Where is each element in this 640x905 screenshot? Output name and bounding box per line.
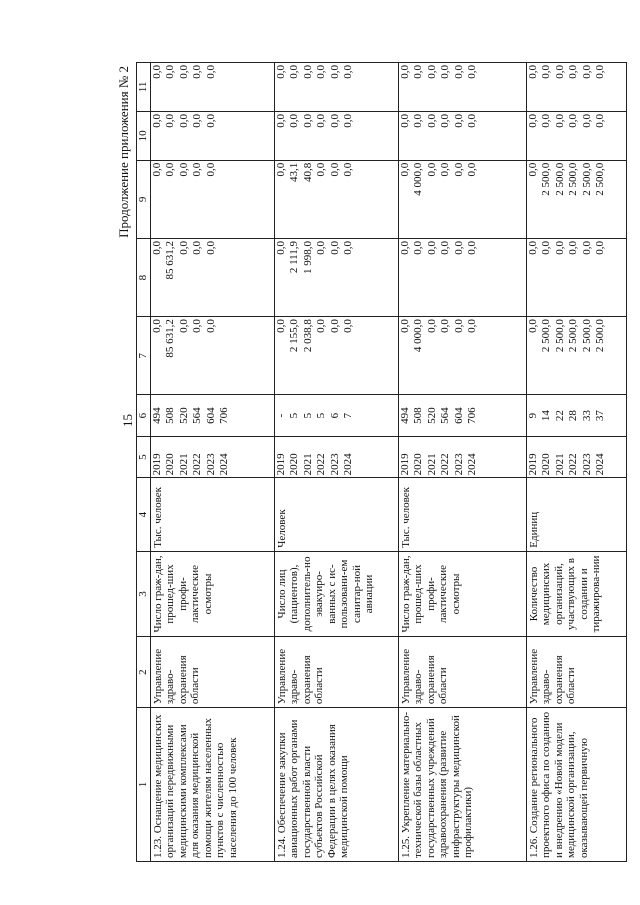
value-line: 0,0 bbox=[412, 113, 424, 128]
value-line: 2 500,0 bbox=[567, 319, 579, 353]
extrabudget-values-cell bbox=[526, 63, 626, 112]
value-line: 0,0 bbox=[580, 240, 593, 255]
value-line: 2 500,0 bbox=[567, 162, 579, 196]
value-line: 0,0 bbox=[328, 65, 341, 79]
value-line: 5 bbox=[301, 412, 314, 419]
value-line: 0,0 bbox=[328, 319, 341, 333]
year-values-cell bbox=[398, 436, 526, 478]
value-line: 33 bbox=[580, 410, 593, 422]
value-line: 2019 bbox=[150, 453, 163, 476]
value-line: 9 bbox=[526, 412, 539, 419]
value-line: 0,0 bbox=[452, 113, 465, 128]
value-line: 0,0 bbox=[191, 65, 203, 79]
federal-values-cell bbox=[274, 238, 398, 316]
value-line: 2024 bbox=[594, 453, 606, 476]
value-line: 0,0 bbox=[301, 65, 314, 79]
col-header-2: 2 bbox=[137, 637, 151, 708]
value-line: 0,0 bbox=[342, 113, 354, 128]
value-line: 6 bbox=[328, 412, 341, 419]
unit-cell: Тыс. человек bbox=[150, 478, 274, 551]
value-line: 0,0 bbox=[177, 65, 190, 79]
value-line: 85 631,2 bbox=[164, 240, 176, 280]
value-line: 2020 bbox=[288, 453, 300, 476]
value-line: 0,0 bbox=[526, 319, 539, 333]
value-line: 0,0 bbox=[164, 162, 176, 177]
value-line: 2023 bbox=[328, 453, 341, 476]
value-line: 0,0 bbox=[328, 162, 341, 177]
municipal-values-cell bbox=[398, 111, 526, 160]
value-line bbox=[218, 114, 232, 158]
value-line: 0,0 bbox=[315, 162, 327, 177]
value-line: 0,0 bbox=[177, 113, 190, 128]
value-line: 0,0 bbox=[439, 240, 451, 255]
value-line: 0,0 bbox=[439, 319, 451, 333]
value-line: 0,0 bbox=[452, 240, 465, 255]
col-header-10: 10 bbox=[137, 111, 151, 160]
value-line: 22 bbox=[553, 410, 566, 422]
value-line: 2023 bbox=[580, 453, 593, 476]
value-line: 0,0 bbox=[328, 240, 341, 255]
indicator-cell: Количество медицинских организаций, участвующих в создании и тиражирова-нии bbox=[526, 551, 626, 637]
year-values-cell bbox=[274, 436, 398, 478]
value-line: 0,0 bbox=[150, 65, 163, 79]
total-values-cell bbox=[274, 317, 398, 395]
value-line: 0,0 bbox=[398, 319, 411, 333]
value-line: 0,0 bbox=[315, 65, 327, 79]
value-line: 508 bbox=[412, 407, 424, 424]
value-line: 2021 bbox=[553, 453, 566, 476]
extrabudget-values-cell bbox=[150, 63, 274, 112]
value-line: 0,0 bbox=[315, 240, 327, 255]
value-line: 0,0 bbox=[398, 162, 411, 177]
value-line: 0,0 bbox=[439, 162, 451, 177]
value-line: 0,0 bbox=[466, 319, 478, 333]
value-line: 0,0 bbox=[315, 319, 327, 333]
value-line: 0,0 bbox=[466, 240, 478, 255]
value-line: 2020 bbox=[540, 453, 552, 476]
value-line: 0,0 bbox=[342, 65, 354, 79]
value-line: 0,0 bbox=[342, 162, 354, 177]
value-line: 0,0 bbox=[204, 319, 217, 333]
value-line: 5 bbox=[288, 412, 300, 419]
value-line: 0,0 bbox=[274, 319, 287, 333]
value-line: 2021 bbox=[425, 453, 438, 476]
value-line: 2 155,0 bbox=[288, 319, 300, 353]
value-line: 0,0 bbox=[594, 113, 606, 128]
value-line: 0,0 bbox=[553, 240, 566, 255]
value-line: 0,0 bbox=[288, 113, 300, 128]
value-line: - bbox=[274, 413, 287, 418]
value-line: 604 bbox=[204, 407, 217, 424]
value-line: 40,8 bbox=[301, 162, 314, 183]
regional-values-cell bbox=[526, 160, 626, 238]
value-line: 2023 bbox=[452, 453, 465, 476]
value-line: 0,0 bbox=[177, 240, 190, 255]
indicator-values-cell bbox=[150, 395, 274, 437]
value-line bbox=[218, 319, 232, 392]
indicator-values-cell bbox=[274, 395, 398, 437]
indicator-cell: Число граж-дан, прошед-ших профи-лактические осмотры bbox=[398, 551, 526, 637]
value-line: 0,0 bbox=[274, 113, 287, 128]
value-line: 0,0 bbox=[425, 162, 438, 177]
continuation-caption: Продолжение приложения № 2 bbox=[116, 66, 131, 238]
executor-cell: Управление здраво-охранения области bbox=[526, 637, 626, 708]
col-header-1: 1 bbox=[137, 708, 151, 862]
value-line: 0,0 bbox=[204, 113, 217, 128]
value-line: 0,0 bbox=[164, 113, 176, 128]
table-row bbox=[526, 63, 626, 862]
value-line: 0,0 bbox=[425, 319, 438, 333]
value-line: 0,0 bbox=[526, 65, 539, 79]
value-line: 0,0 bbox=[425, 65, 438, 79]
value-line bbox=[218, 65, 232, 109]
value-line: 0,0 bbox=[580, 113, 593, 128]
value-line: 0,0 bbox=[191, 162, 203, 177]
value-line: 7 bbox=[342, 412, 354, 419]
value-line: 0,0 bbox=[425, 240, 438, 255]
municipal-values-cell bbox=[526, 111, 626, 160]
value-line: 28 bbox=[567, 410, 579, 422]
value-line: 0,0 bbox=[150, 113, 163, 128]
value-line: 0,0 bbox=[553, 65, 566, 79]
unit-cell: Человек bbox=[274, 478, 398, 551]
value-line: 85 631,2 bbox=[164, 319, 176, 358]
value-line: 2022 bbox=[567, 453, 579, 476]
col-header-3: 3 bbox=[137, 551, 151, 637]
value-line: 0,0 bbox=[466, 113, 478, 128]
table-row bbox=[398, 63, 526, 862]
value-line bbox=[218, 163, 232, 236]
total-values-cell bbox=[398, 317, 526, 395]
value-line: 0,0 bbox=[150, 319, 163, 333]
value-line: 2020 bbox=[164, 453, 176, 476]
measure-name-cell: 1.23. Оснащение медицинских организаций передвижными медицинскими комплексами для оказания медицинской помощи жителям населенных пунктов с численностью населения до 100 человек bbox=[150, 708, 274, 862]
value-line: 0,0 bbox=[540, 65, 552, 79]
measure-name-cell: 1.26. Создание регионального проектного офиса по созданию и внедрению «Новой модели медицинской организации, оказывающей первичную bbox=[526, 708, 626, 862]
value-line: 0,0 bbox=[594, 240, 606, 255]
value-line: 0,0 bbox=[191, 240, 203, 255]
value-line: 564 bbox=[439, 407, 451, 424]
value-line: 0,0 bbox=[288, 65, 300, 79]
table-row bbox=[150, 63, 274, 862]
col-header-4: 4 bbox=[137, 478, 151, 551]
year-values-cell bbox=[150, 436, 274, 478]
value-line: 564 bbox=[191, 407, 203, 424]
page-number: 15 bbox=[120, 414, 135, 427]
col-header-8: 8 bbox=[137, 238, 151, 316]
value-line: 706 bbox=[218, 407, 230, 424]
value-line: 0,0 bbox=[452, 319, 465, 333]
value-line: 0,0 bbox=[150, 240, 163, 255]
value-line: 0,0 bbox=[466, 65, 478, 79]
value-line: 2022 bbox=[191, 453, 203, 476]
value-line: 0,0 bbox=[177, 319, 190, 333]
value-line: 0,0 bbox=[315, 113, 327, 128]
regional-values-cell bbox=[398, 160, 526, 238]
value-line: 2020 bbox=[412, 453, 424, 476]
program-table bbox=[136, 62, 627, 862]
federal-values-cell bbox=[526, 238, 626, 316]
measure-name-cell: 1.24. Обеспечение закупки авиационных работ органами государственной власти субъектов Российской Федерации в целях оказания медицинской помощи bbox=[274, 708, 398, 862]
value-line: 2 500,0 bbox=[553, 319, 566, 353]
indicator-values-cell bbox=[526, 395, 626, 437]
value-line: 0,0 bbox=[567, 113, 579, 128]
value-line: 0,0 bbox=[526, 240, 539, 255]
value-line: 706 bbox=[466, 407, 478, 424]
value-line: 2019 bbox=[274, 453, 287, 476]
value-line: 2024 bbox=[466, 453, 478, 476]
value-line: 0,0 bbox=[204, 162, 217, 177]
value-line: 5 bbox=[315, 412, 327, 419]
extrabudget-values-cell bbox=[398, 63, 526, 112]
value-line: 494 bbox=[398, 407, 411, 424]
value-line: 0,0 bbox=[580, 65, 593, 79]
value-line: 0,0 bbox=[412, 240, 424, 255]
value-line: 43,1 bbox=[288, 162, 300, 183]
value-line: 0,0 bbox=[567, 65, 579, 79]
value-line: 0,0 bbox=[204, 240, 217, 255]
municipal-values-cell bbox=[150, 111, 274, 160]
column-number-row bbox=[137, 63, 151, 862]
value-line: 2 500,0 bbox=[580, 162, 593, 196]
value-line: 0,0 bbox=[594, 65, 606, 79]
value-line: 0,0 bbox=[274, 240, 287, 255]
unit-cell: Единиц bbox=[526, 478, 626, 551]
value-line: 2022 bbox=[439, 453, 451, 476]
value-line: 0,0 bbox=[466, 162, 478, 177]
extrabudget-values-cell bbox=[274, 63, 398, 112]
value-line: 2 500,0 bbox=[594, 319, 606, 353]
rotated-table-sheet bbox=[116, 62, 606, 862]
value-line: 2021 bbox=[177, 453, 190, 476]
federal-values-cell bbox=[398, 238, 526, 316]
value-line: 0,0 bbox=[398, 240, 411, 255]
table-body bbox=[150, 63, 626, 862]
value-line: 0,0 bbox=[452, 65, 465, 79]
value-line: 37 bbox=[594, 410, 606, 422]
value-line: 2022 bbox=[315, 453, 327, 476]
value-line: 2023 bbox=[204, 453, 217, 476]
value-line: 0,0 bbox=[274, 162, 287, 177]
value-line: 2 500,0 bbox=[540, 162, 552, 196]
value-line: 520 bbox=[177, 407, 190, 424]
value-line: 2 500,0 bbox=[580, 319, 593, 353]
value-line: 1 998,0 bbox=[301, 240, 314, 274]
value-line: 0,0 bbox=[177, 162, 190, 177]
value-line: 0,0 bbox=[150, 162, 163, 177]
value-line: 2021 bbox=[301, 453, 314, 476]
value-line: 0,0 bbox=[301, 113, 314, 128]
value-line bbox=[218, 241, 232, 314]
year-values-cell bbox=[526, 436, 626, 478]
value-line: 0,0 bbox=[191, 113, 203, 128]
value-line: 0,0 bbox=[164, 65, 176, 79]
col-header-9: 9 bbox=[137, 160, 151, 238]
municipal-values-cell bbox=[274, 111, 398, 160]
value-line: 2024 bbox=[342, 453, 354, 476]
value-line: 0,0 bbox=[452, 162, 465, 177]
col-header-6: 6 bbox=[137, 395, 151, 437]
total-values-cell bbox=[526, 317, 626, 395]
value-line: 0,0 bbox=[398, 65, 411, 79]
indicator-cell: Число лиц (пациентов), дополнитель-но эвакуиро-ванных с ис-пользовани-ем санитар-ной авиации bbox=[274, 551, 398, 637]
value-line: 508 bbox=[164, 407, 176, 424]
measure-name-cell: 1.25. Укрепление материально-технической базы областных государственных учреждений здравоохранения (развитие инфраструктуры медицинской профилактики) bbox=[398, 708, 526, 862]
total-values-cell bbox=[150, 317, 274, 395]
col-header-11: 11 bbox=[137, 63, 151, 112]
value-line: 2 500,0 bbox=[553, 162, 566, 196]
value-line: 2024 bbox=[218, 453, 230, 476]
value-line: 0,0 bbox=[567, 240, 579, 255]
value-line: 0,0 bbox=[526, 162, 539, 177]
value-line: 0,0 bbox=[191, 319, 203, 333]
value-line: 2019 bbox=[398, 453, 411, 476]
executor-cell: Управление здраво-охранения области bbox=[398, 637, 526, 708]
value-line: 0,0 bbox=[328, 113, 341, 128]
executor-cell: Управление здраво-охранения области bbox=[150, 637, 274, 708]
executor-cell: Управление здраво-охранения области bbox=[274, 637, 398, 708]
unit-cell: Тыс. человек bbox=[398, 478, 526, 551]
value-line: 0,0 bbox=[439, 65, 451, 79]
value-line: 520 bbox=[425, 407, 438, 424]
col-header-7: 7 bbox=[137, 317, 151, 395]
value-line: 0,0 bbox=[274, 65, 287, 79]
regional-values-cell bbox=[274, 160, 398, 238]
value-line: 2 038,8 bbox=[301, 319, 314, 353]
value-line: 2 111,9 bbox=[288, 240, 300, 274]
value-line: 0,0 bbox=[553, 113, 566, 128]
value-line: 0,0 bbox=[342, 240, 354, 255]
value-line: 0,0 bbox=[439, 113, 451, 128]
value-line: 0,0 bbox=[412, 65, 424, 79]
col-header-5: 5 bbox=[137, 436, 151, 478]
value-line: 494 bbox=[150, 407, 163, 424]
value-line: 0,0 bbox=[540, 113, 552, 128]
value-line: 2019 bbox=[526, 453, 539, 476]
value-line: 0,0 bbox=[540, 240, 552, 255]
value-line: 604 bbox=[452, 407, 465, 424]
value-line: 0,0 bbox=[398, 113, 411, 128]
value-line: 0,0 bbox=[204, 65, 217, 79]
value-line: 0,0 bbox=[526, 113, 539, 128]
value-line: 0,0 bbox=[425, 113, 438, 128]
indicator-cell: Число граж-дан, прошед-ших профи-лактические осмотры bbox=[150, 551, 274, 637]
table-row bbox=[274, 63, 398, 862]
regional-values-cell bbox=[150, 160, 274, 238]
federal-values-cell bbox=[150, 238, 274, 316]
value-line: 4 000,0 bbox=[412, 162, 424, 196]
value-line: 14 bbox=[540, 410, 552, 422]
value-line: 2 500,0 bbox=[540, 319, 552, 353]
value-line: 2 500,0 bbox=[594, 162, 606, 196]
indicator-values-cell bbox=[398, 395, 526, 437]
value-line: 0,0 bbox=[342, 319, 354, 333]
value-line: 4 000,0 bbox=[412, 319, 424, 353]
